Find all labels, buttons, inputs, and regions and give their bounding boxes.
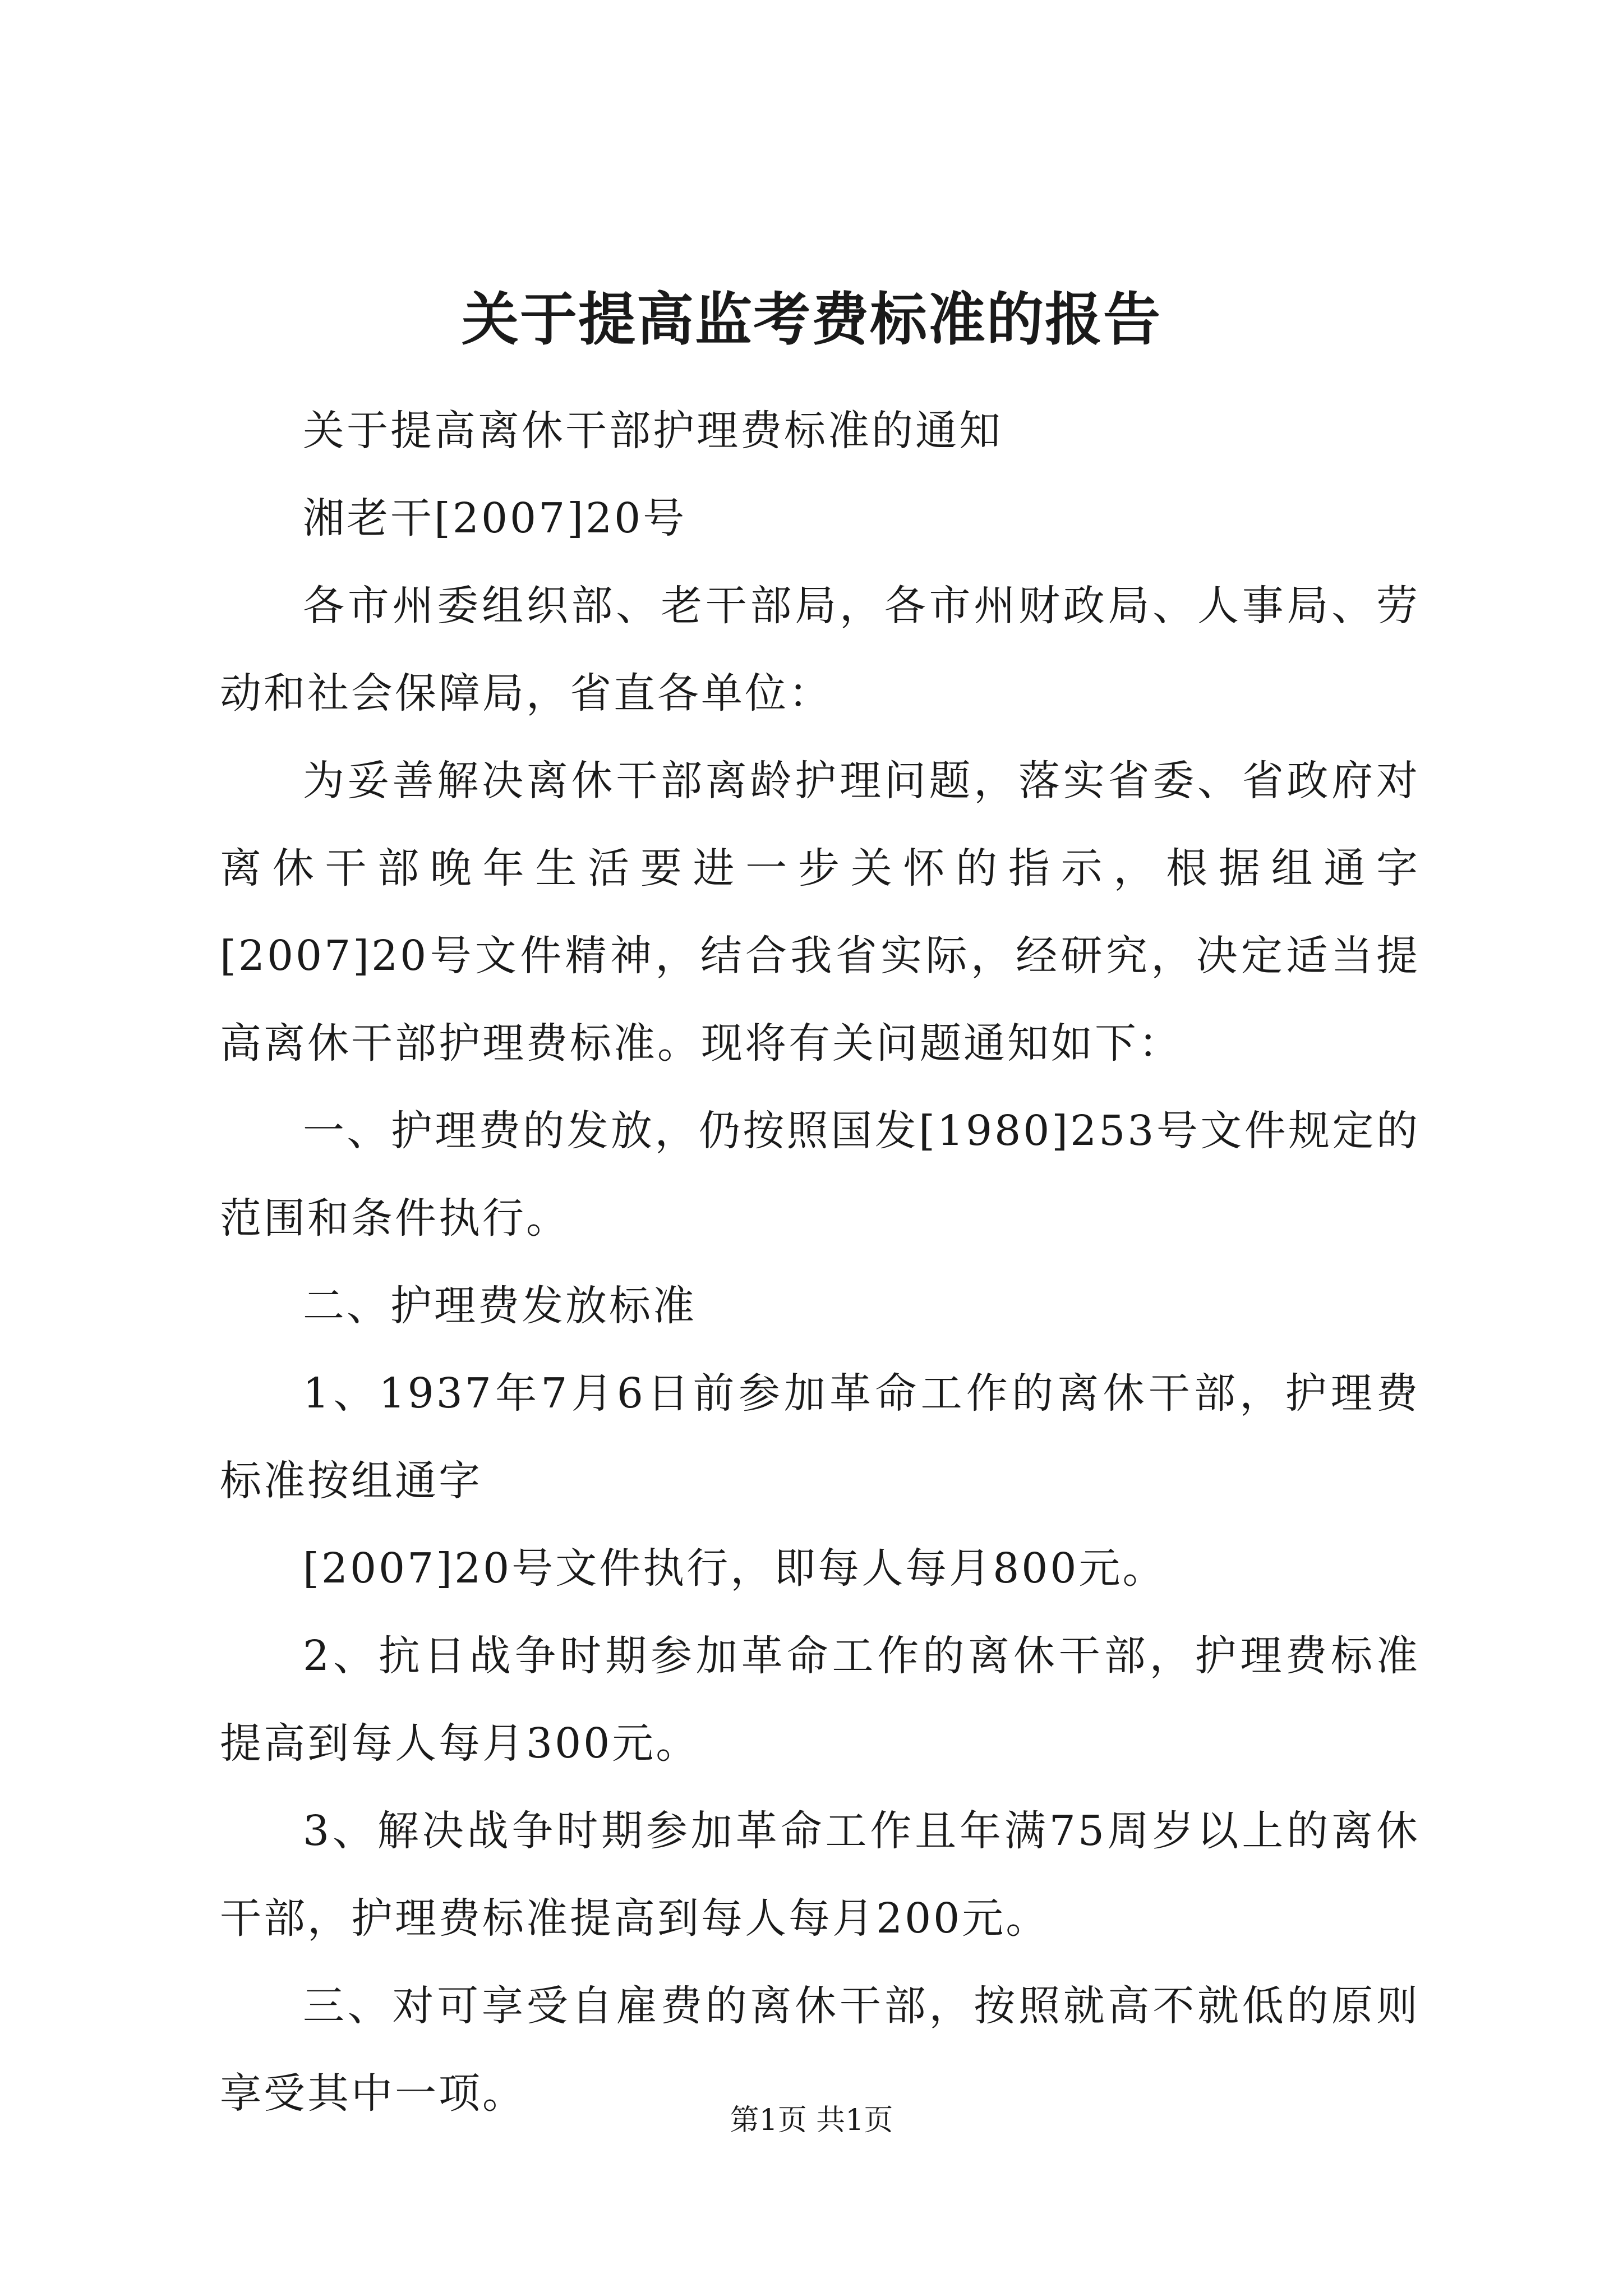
section-two-heading: 二、护理费发放标准 (303, 1282, 697, 1330)
document-number: 湘老干[2007]20号 (303, 494, 687, 542)
item-one-continuation: [2007]20号文件执行，即每人每月800元。 (303, 1544, 1166, 1593)
notice-heading: 关于提高离休干部护理费标准的通知 (303, 407, 1003, 455)
item-one-paragraph: 1、1937年7月6日前参加革命工作的离休干部，护理费标准按组通字 (220, 1369, 1420, 1505)
intro-paragraph: 为妥善解决离休干部离龄护理问题，落实省委、省政府对离休干部晚年生活要进一步关怀的指示，根据组通字[2007]20号文件精神，结合我省实际，经研究，决定适当提高离休干部护理费标准。现将有关问题通知如下： (220, 757, 1420, 1068)
page-footer: 第1页 共1页 (730, 2104, 893, 2137)
section-one-paragraph: 一、护理费的发放，仍按照国发[1980]253号文件规定的范围和条件执行。 (220, 1107, 1420, 1243)
item-two-paragraph: 2、抗日战争时期参加革命工作的离休干部，护理费标准提高到每人每月300元。 (220, 1632, 1420, 1768)
addressee-paragraph: 各市州委组织部、老干部局，各市州财政局、人事局、劳动和社会保障局，省直各单位： (220, 582, 1420, 717)
document-body (220, 387, 1420, 2137)
item-three-paragraph: 3、解决战争时期参加革命工作且年满75周岁以上的离休干部，护理费标准提高到每人每月200元。 (220, 1807, 1420, 1943)
document-title: 关于提高监考费标准的报告 (462, 286, 1161, 353)
section-three-paragraph: 三、对可享受自雇费的离休干部，按照就高不就低的原则享受其中一项。 (220, 1982, 1420, 2118)
